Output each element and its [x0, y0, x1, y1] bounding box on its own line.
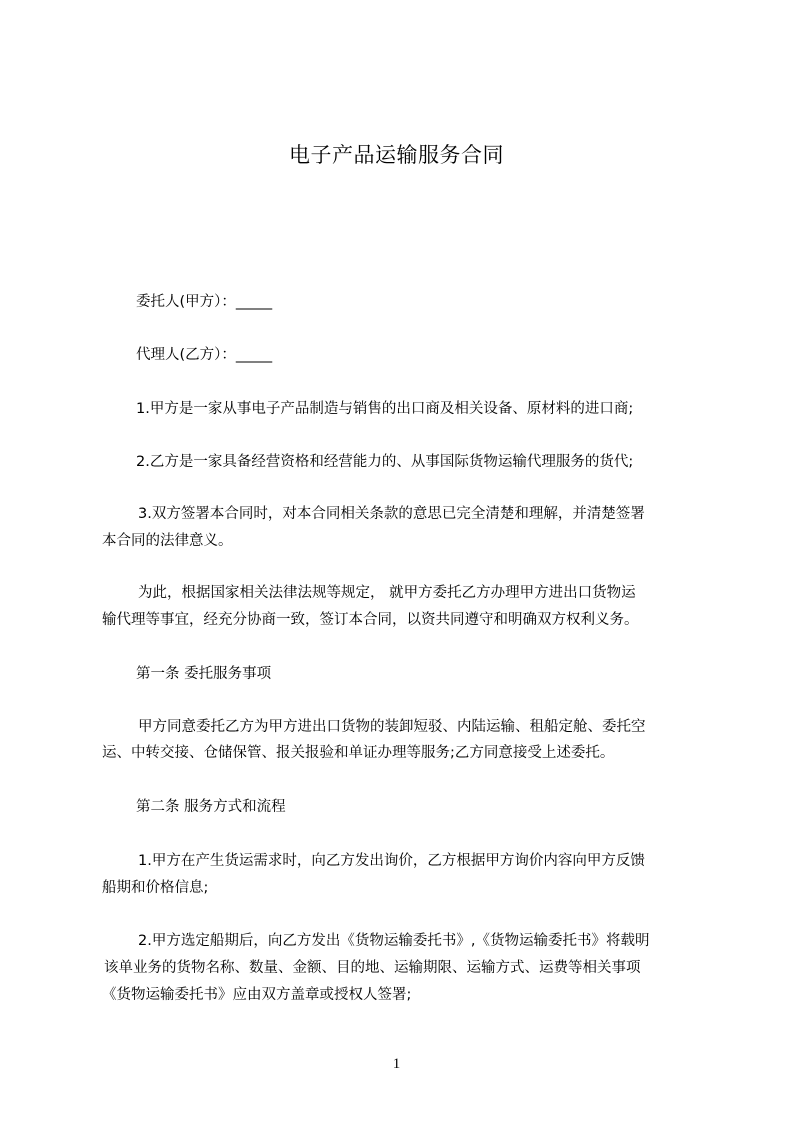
party-a-line: 委托人(甲方）：_____ — [136, 294, 273, 310]
recital-3-line-2: 本合同的法律意义。 — [102, 533, 233, 549]
article-2-heading: 第二条 服务方式和流程 — [136, 799, 286, 815]
article-2-item-2-line-1: 2.甲方选定船期后，向乙方发出《货物运输委托书》,《货物运输委托书》将载明 — [138, 933, 650, 949]
preamble-line-1: 为此，根据国家相关法律法规等规定， 就甲方委托乙方办理甲方进出口货物运 — [138, 585, 636, 601]
article-2-item-1-line-2: 船期和价格信息; — [102, 880, 209, 896]
article-1-heading: 第一条 委托服务事项 — [136, 666, 272, 682]
article-2-item-1-line-1: 1.甲方在产生货运需求时，向乙方发出询价，乙方根据甲方询价内容向甲方反馈 — [138, 853, 645, 869]
recital-2: 2.乙方是一家具备经营资格和经营能力的、从事国际货物运输代理服务的货代; — [136, 454, 634, 470]
party-b-line: 代理人(乙方）：_____ — [136, 347, 273, 363]
article-1-line-2: 运、中转交接、仓储保管、报关报验和单证办理等服务;乙方同意接受上述委托。 — [102, 745, 615, 761]
article-2-item-2-line-3: 《货物运输委托书》应由双方盖章或授权人签署; — [102, 987, 412, 1003]
recital-3-line-1: 3.双方签署本合同时，对本合同相关条款的意思已完全清楚和理解，并清楚签署 — [138, 506, 645, 522]
preamble-line-2: 输代理等事宜，经充分协商一致，签订本合同，以资共同遵守和明确双方权利义务。 — [102, 612, 639, 628]
page-number: 1 — [392, 1056, 401, 1072]
article-2-item-2-line-2: 该单业务的货物名称、数量、金额、目的地、运输期限、运输方式、运费等相关事项 — [104, 960, 641, 976]
recital-1: 1.甲方是一家从事电子产品制造与销售的出口商及相关设备、原材料的进口商; — [136, 401, 634, 417]
article-1-line-1: 甲方同意委托乙方为甲方进出口货物的装卸短驳、内陆运输、租船定舱、委托空 — [138, 719, 646, 735]
document-title: 电子产品运输服务合同 — [289, 143, 504, 167]
